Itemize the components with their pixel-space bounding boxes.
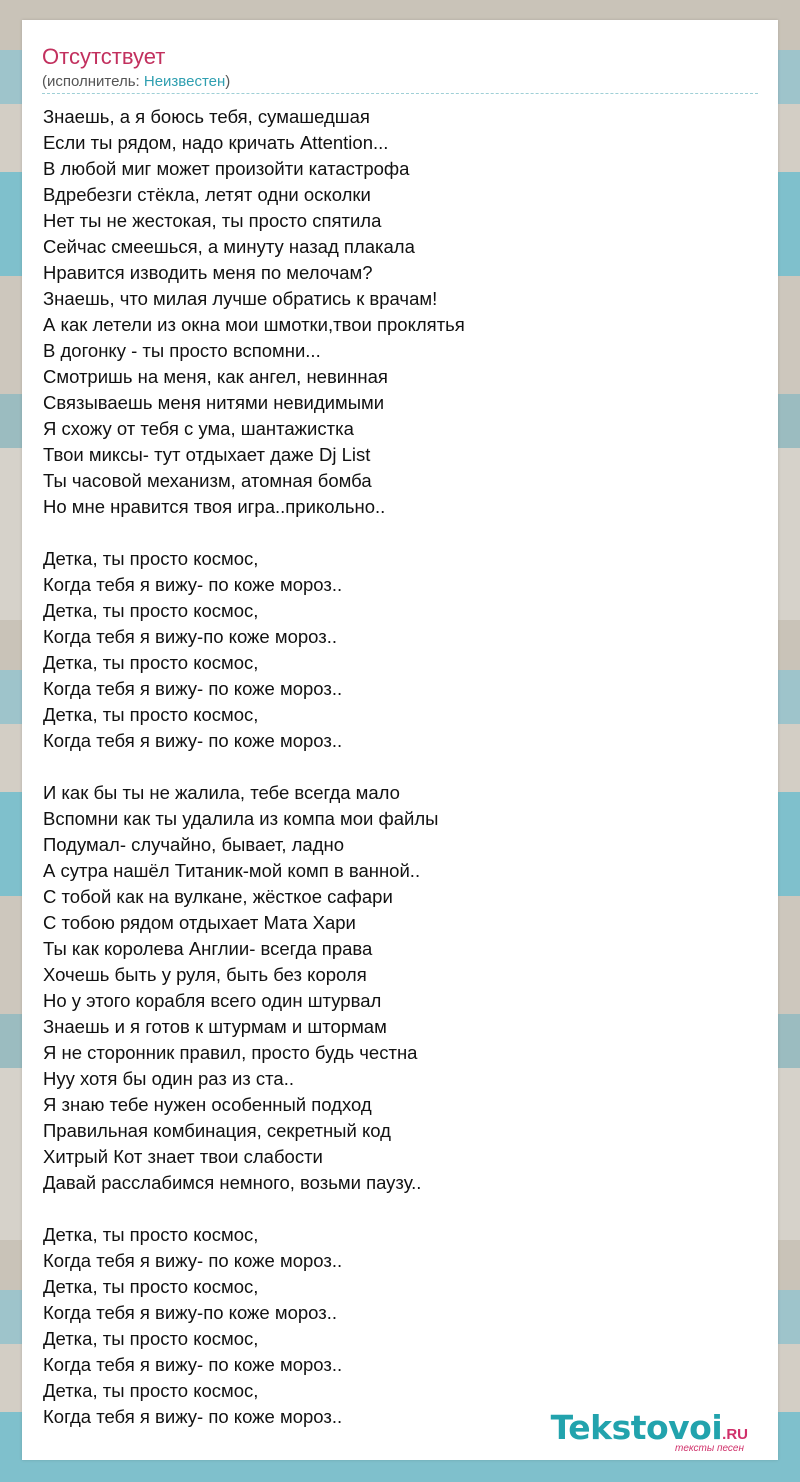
- lyrics-text: Знаешь, а я боюсь тебя, сумашедшая Если ты рядом, надо кричать Attention... В любой миг может произойти катастрофа Вдребезги стёкла, летят одни осколки Нет ты не жестокая, ты просто спятила Сейчас смеешься, а минуту назад плакала Нравится изводить меня по мелочам? Знаешь, что милая лучше обратись к врачам! А как летели из окна мои шмотки,твои проклятья В догонку - ты просто вспомни... Смотришь на меня, как ангел, невинная Связываешь меня нитями невидимыми Я схожу от тебя с ума, шантажистка Твои миксы- тут отдыхает даже Dj List Ты часовой механизм, атомная бомба Но мне нравится твоя игра..прикольно.. Детка, ты просто космос, Когда тебя я вижу- по коже мороз.. Детка, ты просто космос, Когда тебя я вижу-по коже мороз.. Детка, ты просто космос, Когда тебя я вижу- по коже мороз.. Детка, ты просто космос, Когда тебя я вижу- по коже мороз.. И как бы ты не жалила, тебе всегда мало Вспомни как ты удалила из компа мои файлы Подумал- случайно, бывает, ладно А сутра нашёл Титаник-мой комп в ванной.. С тобой как на вулкане, жёсткое сафари С тобою рядом отдыхает Мата Хари Ты как королева Англии- всегда права Хочешь быть у руля, быть без короля Но у этого корабля всего один штурвал Знаешь и я готов к штурмам и штормам Я не сторонник правил, просто будь честна Нуу хотя бы один раз из ста.. Я знаю тебе нужен особенный подход Правильная комбинация, секретный код Хитрый Кот знает твои слабости Давай расслабимся немного, возьми паузу.. Детка, ты просто космос, Когда тебя я вижу- по коже мороз.. Детка, ты просто космос, Когда тебя я вижу-по коже мороз.. Детка, ты просто космос, Когда тебя я вижу- по коже мороз.. Детка, ты просто космос, Когда тебя я вижу- по коже мороз..: [43, 106, 465, 1427]
- artist-line: [42, 73, 230, 90]
- logo-name: Tekstovoi: [550, 1408, 723, 1447]
- lyrics-panel: [22, 20, 778, 1460]
- artist-prefix: (исполнитель:: [42, 73, 144, 90]
- site-logo[interactable]: [551, 1408, 748, 1454]
- logo-tagline: тексты песен: [675, 1443, 744, 1454]
- artist-suffix: ): [225, 73, 231, 90]
- logo-domain: .RU: [722, 1426, 748, 1443]
- artist-link[interactable]: Неизвестен: [143, 73, 226, 90]
- song-title: Отсутствует: [42, 44, 166, 69]
- divider: [42, 93, 758, 94]
